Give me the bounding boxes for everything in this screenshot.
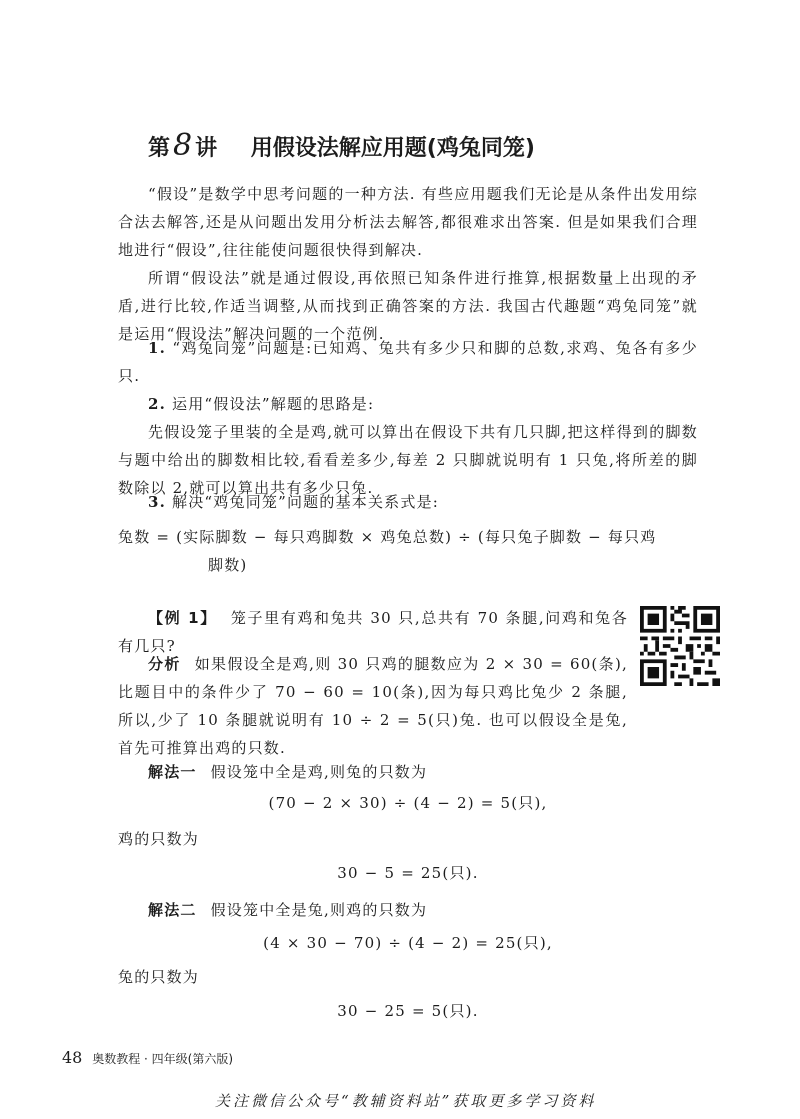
point-2 bbox=[118, 390, 698, 418]
basic-formula bbox=[118, 523, 698, 579]
analysis-text: 如果假设全是鸡,则 30 只鸡的腿数应为 2 × 30 = 60(条),比题目中的条件少了 70 − 60 = 10(条),因为每只鸡比兔少 2 条腿,所以,少了 10 条腿就说明有 10 ÷ 2 = 5(只)兔. 也可以假设全是兔,首先可推算出鸡的只数. bbox=[118, 655, 628, 757]
point-2-detail: 先假设笼子里装的全是鸡,就可以算出在假设下共有几只脚,把这样得到的脚数与题中给出的脚数相比较,看看差多少,每差 2 只脚就说明有 1 只兔,将所差的脚数除以 2,就可以算出共有多少只兔. bbox=[118, 423, 698, 497]
chapter-topic: 用假设法解应用题(鸡兔同笼) bbox=[250, 136, 535, 161]
point-2-number: 2. bbox=[148, 395, 167, 413]
point-3-number: 3. bbox=[148, 493, 167, 511]
example-analysis bbox=[118, 650, 628, 762]
book-title: 奥数教程 · 四年级(第六版) bbox=[92, 1052, 233, 1066]
method-2-equation-2: 30 − 25 = 5(只). bbox=[337, 1002, 479, 1020]
chapter-number: 8 bbox=[173, 128, 193, 163]
method-2-intro bbox=[118, 896, 698, 924]
watermark-text: 关注微信公众号“教辅资料站”获取更多学习资料 bbox=[215, 1092, 597, 1110]
formula-line-1: 兔数 = (实际脚数 − 每只鸡脚数 × 鸡兔总数) ÷ (每只兔子脚数 − 每只鸡 bbox=[118, 528, 657, 546]
qr-code-icon[interactable] bbox=[640, 606, 720, 686]
method-1-mid-text: 鸡的只数为 bbox=[118, 830, 200, 848]
example-label: 【例 1】 bbox=[148, 609, 217, 627]
method-1-equation-2: 30 − 5 = 25(只). bbox=[337, 864, 479, 882]
method-1-label: 解法一 bbox=[148, 763, 197, 781]
method-1-equation-1: (70 − 2 × 30) ÷ (4 − 2) = 5(只), bbox=[268, 794, 548, 812]
method-2-equation-1: (4 × 30 − 70) ÷ (4 − 2) = 25(只), bbox=[263, 934, 553, 952]
example-question-text: 笼子里有鸡和兔共 30 只,总共有 70 条腿,问鸡和兔各有几只? bbox=[118, 609, 628, 655]
point-3-text: 解决“鸡兔同笼”问题的基本关系式是: bbox=[172, 493, 440, 511]
chapter-title bbox=[148, 128, 535, 163]
method-2-mid-text: 兔的只数为 bbox=[118, 968, 200, 986]
method-1-intro bbox=[118, 758, 698, 786]
method-2-text: 假设笼中全是兔,则鸡的只数为 bbox=[210, 901, 428, 919]
analysis-label: 分析 bbox=[148, 655, 181, 673]
point-3 bbox=[118, 488, 698, 516]
formula-line-2: 脚数) bbox=[208, 556, 248, 574]
point-1 bbox=[118, 334, 698, 390]
intro-paragraph-2: 所谓“假设法”就是通过假设,再依照已知条件进行推算,根据数量上出现的矛盾,进行比较,作适当调整,从而找到正确答案的方法. 我国古代趣题“鸡兔同笼”就是运用“假设法”解决问题的一个范例. bbox=[118, 269, 698, 343]
chapter-suffix: 讲 bbox=[195, 136, 218, 161]
point-1-text: “鸡兔同笼”问题是:已知鸡、兔共有多少只和脚的总数,求鸡、兔各有多少只. bbox=[118, 339, 698, 385]
point-2-text: 运用“假设法”解题的思路是: bbox=[172, 395, 375, 413]
method-1-text: 假设笼中全是鸡,则兔的只数为 bbox=[210, 763, 428, 781]
point-1-number: 1. bbox=[148, 339, 167, 357]
page-footer bbox=[62, 1048, 233, 1067]
page-number: 48 bbox=[62, 1048, 83, 1067]
intro-paragraph-1: “假设”是数学中思考问题的一种方法. 有些应用题我们无论是从条件出发用综合法去解答,还是从问题出发用分析法去解答,都很难求出答案. 但是如果我们合理地进行“假设”,往往能使问题很快得到解决. bbox=[118, 185, 698, 259]
chapter-prefix: 第 bbox=[148, 136, 171, 161]
method-2-label: 解法二 bbox=[148, 901, 197, 919]
